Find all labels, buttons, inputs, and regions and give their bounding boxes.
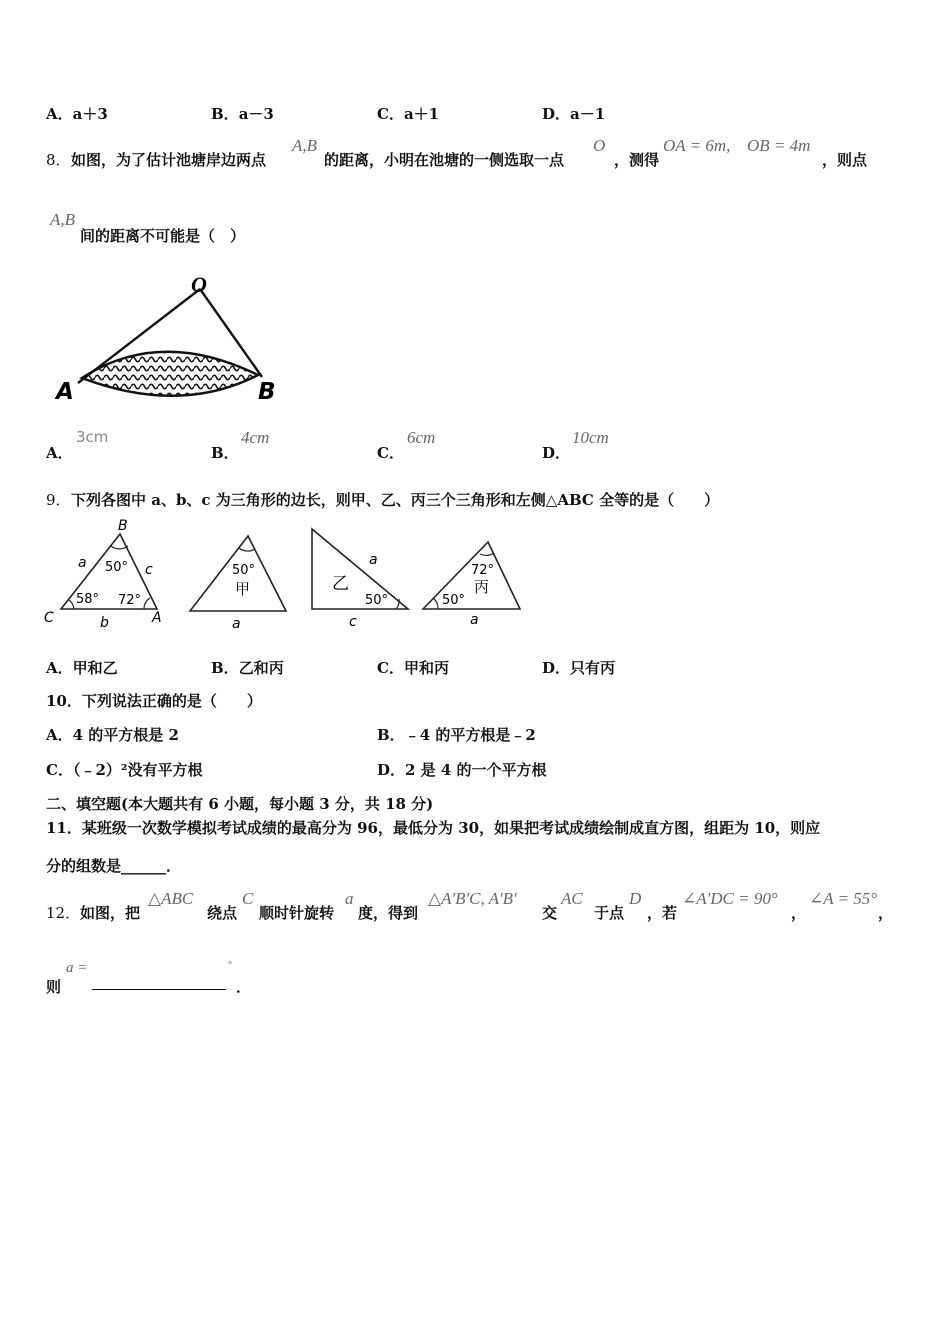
triangle-jia: [190, 536, 286, 632]
q9-number: 9．: [46, 491, 71, 509]
q8-option-b-letter: B．: [211, 444, 239, 462]
q10-option-b: B．﹣4 的平方根是﹣2: [377, 726, 536, 744]
q12-t3: 顺时针旋转: [259, 904, 335, 922]
q8-line2-text: 间的距离不可能是（ ）: [80, 227, 246, 245]
point-a-label: A: [56, 379, 74, 405]
q12-l2-m1: a =: [66, 960, 88, 976]
q7-option-a: A．a＋3: [46, 105, 108, 123]
q8-number: 8．: [46, 151, 71, 169]
q12-l2-sup: °: [228, 960, 232, 971]
q8-option-c-value: 6cm: [407, 428, 436, 447]
q8-text-part4: ，则点: [822, 151, 868, 169]
q10-option-c: C．（﹣2）²没有平方根: [46, 761, 203, 779]
q10-question: 10．下列说法正确的是（ ）: [46, 692, 262, 710]
q12-m8: ∠A = 55°: [809, 889, 878, 908]
q12-l2-t1: 则: [46, 978, 62, 996]
triangle-bing: [423, 542, 520, 628]
q12-t2: 绕点: [207, 904, 238, 922]
q8-math-ob: OB = 4m: [747, 136, 811, 155]
q8-line2-math: A,B: [50, 210, 76, 229]
pond-figure: [50, 265, 290, 410]
q12-t8: ，: [791, 904, 807, 922]
q8-text-part2: 的距离，小明在池塘的一侧选取一点: [324, 151, 565, 169]
q11-line2: 分的组数是______．: [46, 857, 182, 875]
jia-angle-label: 50°: [232, 563, 256, 578]
q12-m2: C: [242, 889, 254, 908]
q9-figures: [40, 512, 530, 634]
q12-m6: D: [629, 889, 642, 908]
q8-text-part1: 如图，为了估计池塘岸边两点: [71, 151, 267, 169]
q12-l2-end: ．: [236, 978, 252, 996]
point-o-label: O: [191, 272, 207, 297]
jia-name-label: 甲: [235, 580, 251, 598]
q12-m3: a: [345, 889, 354, 908]
bing-side-label: a: [470, 612, 479, 628]
q9-option-c: C．甲和丙: [377, 659, 449, 677]
yi-angle-label: 50°: [365, 593, 389, 608]
q12-t5: 交: [542, 904, 558, 922]
bing-angle-left-label: 50°: [442, 593, 466, 608]
q12-number: 12．: [46, 904, 81, 922]
q12-t9: ，: [878, 904, 894, 922]
q12-m4: △A'B'C, A'B': [428, 889, 517, 908]
triangle-yi: [312, 529, 408, 630]
q7-option-b: B．a－3: [211, 105, 274, 123]
q9-option-a: A．甲和乙: [46, 659, 118, 677]
q8-text-part3: ，测得: [614, 151, 660, 169]
yi-name-label: 乙: [332, 574, 349, 594]
q7-option-c: C．a＋1: [377, 105, 440, 123]
side-b-label: b: [100, 615, 109, 631]
bing-angle-top-label: 72°: [471, 563, 495, 578]
angle-a-label: 72°: [118, 593, 142, 608]
q12-t6: 于点: [594, 904, 625, 922]
q8-math-ab: A,B: [292, 136, 318, 155]
q8-option-c-letter: C．: [377, 444, 404, 462]
q12-answer-blank: [92, 989, 226, 990]
jia-side-label: a: [232, 616, 241, 632]
q12-t4: 度，得到: [358, 904, 419, 922]
angle-b-label: 50°: [105, 560, 129, 575]
q8-option-a-letter: A．: [46, 444, 73, 462]
q12-m1: △ABC: [148, 889, 194, 908]
q7-option-d: D．a－1: [542, 105, 606, 123]
q9-text: 下列各图中 a、b、c 为三角形的边长，则甲、乙、丙三个三角形和左侧△ABC 全等的是（ ）: [71, 491, 720, 509]
q9-option-b: B．乙和丙: [211, 659, 284, 677]
q8-option-d-letter: D．: [542, 444, 571, 462]
point-b-label: B: [258, 379, 276, 405]
q9-option-d: D．只有丙: [542, 659, 616, 677]
yi-side-c-label: c: [349, 614, 357, 630]
q12-t1: 如图，把: [80, 904, 141, 922]
q11-line1: 11．某班级一次数学模拟考试成绩的最高分为 96，最低分为 30，如果把考试成绩绘制成直方图，组距为 10，则应: [46, 819, 821, 837]
section2-title: 二、填空题(本大题共有 6 小题，每小题 3 分，共 18 分): [46, 795, 434, 813]
q12-t7: ，若: [647, 904, 678, 922]
angle-c-label: 58°: [76, 592, 100, 607]
vertex-c-label: C: [44, 610, 54, 626]
side-a-label: a: [78, 555, 87, 571]
triangle-abc: [44, 518, 162, 631]
q8-option-a-value: 3cm: [76, 428, 109, 446]
q8-math-o: O: [593, 136, 606, 155]
q12-m5: AC: [561, 889, 583, 908]
q8-option-b-value: 4cm: [241, 428, 270, 447]
bing-name-label: 丙: [474, 578, 490, 596]
vertex-b-label: B: [118, 518, 128, 534]
side-c-label: c: [145, 562, 153, 578]
q10-option-d: D．2 是 4 的一个平方根: [377, 761, 547, 779]
vertex-a-label: A: [152, 610, 162, 626]
q12-m7: ∠A'DC = 90°: [682, 889, 778, 908]
q8-option-d-value: 10cm: [572, 428, 609, 447]
yi-side-a-label: a: [369, 552, 378, 568]
q10-option-a: A．4 的平方根是 2: [46, 726, 179, 744]
q8-math-oa: OA = 6m,: [663, 136, 731, 155]
